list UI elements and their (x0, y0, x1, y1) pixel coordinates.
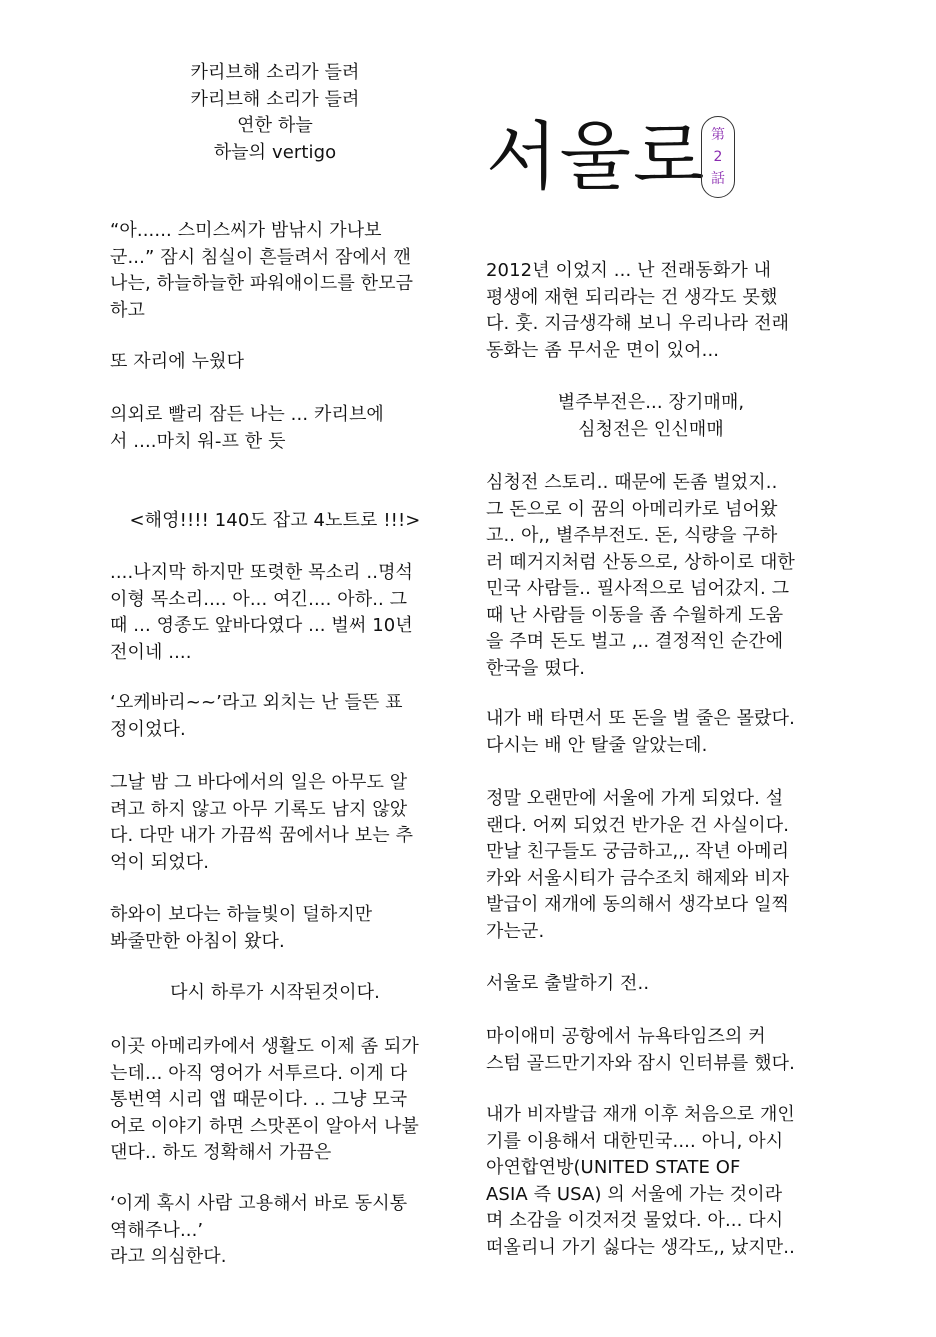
song-lyrics: 카리브해 소리가 들려 카리브해 소리가 들려 연한 하늘 하늘의 vertigo (190, 62, 360, 163)
paragraph: 그날 밤 그 바다에서의 일은 아무도 알 려고 하지 않고 아무 기록도 남지 않았 다. 다만 내가 가끔씩 꿈에서나 보는 추 억이 되었다. (110, 772, 414, 873)
badge-char: 話 (711, 171, 725, 187)
chapter-heading (486, 112, 746, 202)
paragraph: “아...... 스미스씨가 밤낚시 가나보 군...” 잠시 침실이 흔들려서 잠에서 깬 나는, 하늘하늘한 파워애이드를 한모금 하고 (110, 220, 414, 321)
paragraph: 서울로 출발하기 전.. (486, 973, 650, 994)
paragraph: 이곳 아메리카에서 생활도 이제 좀 되가 는데... 아직 영어가 서투르다. 이게 다 통번역 시리 앱 때문이다. .. 그냥 모국 어로 이야기 하면 스맛폰이 알아서 나불 댄다.. 하도 정확해서 가끔은 (110, 1036, 419, 1163)
paragraph: ....나지막 하지만 또렷한 목소리 ..명석 이형 목소리.... 아... 여긴.... 아하.. 그 때 ... 영종도 앞바다였다 ... 벌써 10년 전이네 .... (110, 562, 414, 663)
shout-line: <해영!!!! 140도 잡고 4노트로 !!!> (129, 510, 421, 531)
paragraph: 2012년 이었지 ... 난 전래동화가 내 평생에 재현 되리라는 건 생각도 못했 다. 훗. 지금생각해 보니 우리나라 전래 동화는 좀 무서운 면이 있어... (486, 260, 790, 361)
paragraph: 내가 비자발급 재개 이후 처음으로 개인 기를 이용해서 대한민국.... 아니, 아시 아연합연방(UNITED STATE OF ASIA 즉 USA) 의 서울에 가는 것이라 며 소감을 이것저것 물었다. 아... 다시 떠올리니 가기 싫다는 생각도,, 났지만.. (486, 1104, 795, 1258)
badge-char: 第 (711, 127, 725, 143)
paragraph: 하와이 보다는 하늘빛이 덜하지만 봐줄만한 아침이 왔다. (110, 904, 373, 952)
paragraph: 별주부전은... 장기매매, 심청전은 인신매매 (557, 392, 745, 440)
paragraph: 의외로 빨리 잠든 나는 ... 카리브에 서 ....마치 워-프 한 듯 (110, 404, 384, 452)
paragraph: ‘이게 혹시 사람 고용해서 바로 동시통 역해주나...’ 라고 의심한다. (110, 1193, 408, 1267)
paragraph: ‘오케바리~~’라고 외치는 난 들뜬 표 정이었다. (110, 692, 403, 740)
chapter-title: 서울로 (486, 114, 707, 200)
paragraph: 다시 하루가 시작된것이다. (170, 982, 380, 1003)
paragraph: 심청전 스토리.. 때문에 돈좀 벌었지.. 그 돈으로 이 꿈의 아메리카로 넘어왔 고.. 아,, 별주부전도. 돈, 식량을 구하 러 떼거지처럼 산동으로, 상하이로 대한 민국 사람들.. 필사적으로 넘어갔지. 그 때 난 사람들 이동을 좀 수월하게 도움 을 주며 돈도 벌고 ,.. 결정적인 순간에 한국을 떴다. (486, 472, 795, 679)
paragraph: 또 자리에 누웠다 (110, 351, 245, 372)
paragraph: 내가 배 타면서 또 돈을 벌 줄은 몰랐다. 다시는 배 안 탈줄 알았는데. (486, 708, 795, 756)
chapter-number-badge (701, 116, 735, 198)
paragraph: 정말 오랜만에 서울에 가게 되었다. 설 랜다. 어찌 되었건 반가운 건 사실이다. 만날 친구들도 궁금하고,,. 작년 아메리 카와 서울시티가 금수조치 해제와 비자 발급이 재개에 동의해서 생각보다 일찍 가는군. (486, 788, 790, 942)
badge-char: 2 (713, 149, 723, 165)
paragraph: 마이애미 공항에서 뉴욕타임즈의 커 스텀 골드만기자와 잠시 인터뷰를 했다. (486, 1026, 795, 1074)
